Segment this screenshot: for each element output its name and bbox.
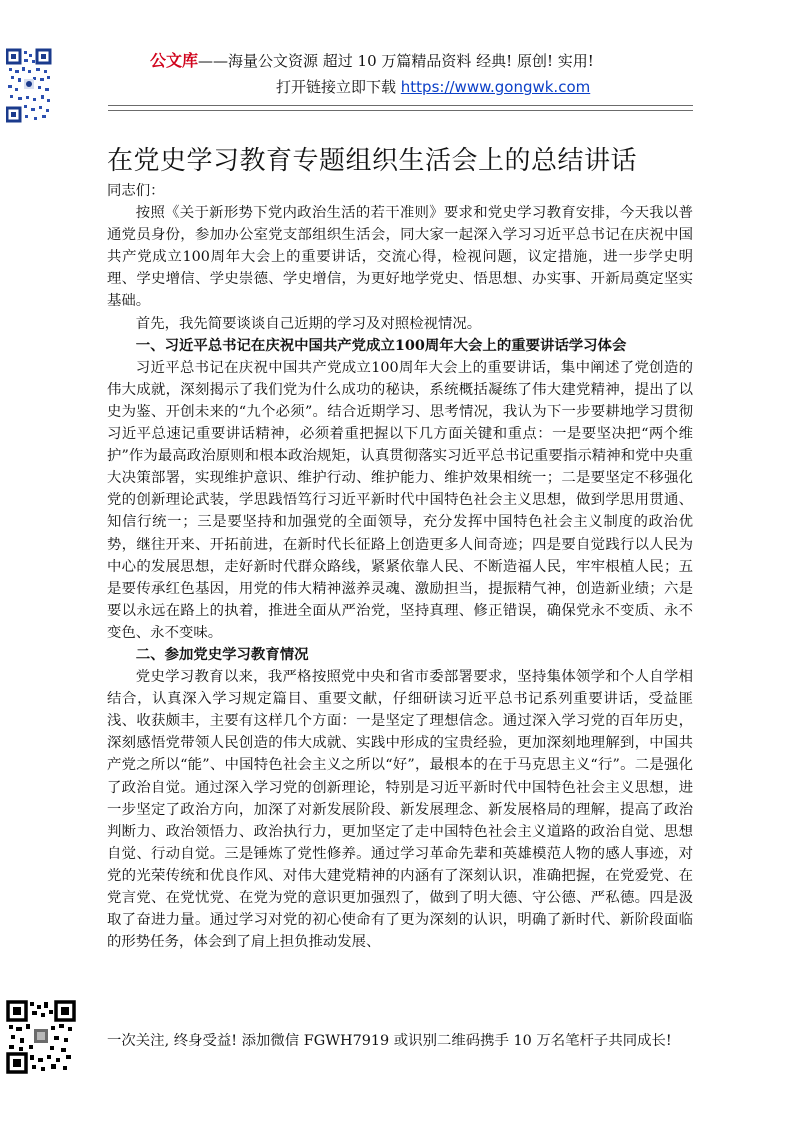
document-title: 在党史学习教育专题组织生活会上的总结讲话 [107, 146, 638, 176]
download-prompt: 打开链接立即下载 [276, 78, 401, 96]
paragraph-intro: 按照《关于新形势下党内政治生活的若干准则》要求和党史学习教育安排，今天我以普通党员身份，参加办公室党支部组织生活会，同大家一起深入学习习近平总书记在庆祝中国共产党成立100周年大会上的重要讲话，交流心得，检视问题，议定措施，进一步学史明理、学史增信、学史崇德、学史增信，为更好地学党史、悟思想、办实事、开新局奠定坚实基础。 [107, 205, 693, 310]
document-body [107, 180, 693, 953]
section-heading-2: 二、参加党史学习教育情况 [135, 645, 309, 663]
section-heading-1: 一、习近平总书记在庆祝中国共产党成立100周年大会上的重要讲话学习体会 [135, 336, 627, 354]
qr-code-bottom [6, 1000, 76, 1074]
brand-name: 公文库 [150, 51, 199, 70]
qr-code-top [6, 48, 52, 124]
paragraph-overview: 首先，我先简要谈谈自己近期的学习及对照检视情况。 [135, 315, 482, 332]
website-link[interactable]: https://www.gongwk.com [400, 78, 591, 96]
header-divider-bottom [108, 110, 693, 111]
header-download-line [150, 74, 670, 100]
header-tagline-line [150, 48, 670, 74]
footer-promo: 一次关注, 终身受益! 添加微信 FGWH7919 或识别二维码携手 10 万名笔杆子共同成长! [107, 1033, 672, 1049]
header-divider-top [108, 105, 693, 106]
site-header [150, 48, 670, 100]
paragraph-speech-study: 习近平总书记在庆祝中国共产党成立100周年大会上的重要讲话，集中阐述了党创造的伟大成就，深刻揭示了我们党为什么成功的秘诀，系统概括凝练了伟大建党精神，提出了以史为鉴、开创未来的“九个必须”。结合近期学习、思考情况，我认为下一步要耕地学习贯彻习近平总速记重要讲话精神，必须着重把握以下几方面关键和重点：一是要坚决把“两个维护”作为最高政治原则和根本政治规矩，认真贯彻落实习近平总书记重要指示精神和党中央重大决策部署，实现维护意识、维护行动、维护能力、维护效果相统一；二是要坚定不移强化党的创新理论武装，学思践悟笃行习近平新时代中国特色社会主义思想，做到学思用贯通、知信行统一；三是要坚持和加强党的全面领导，充分发挥中国特色社会主义制度的政治优势，继往开来、开拓前进，在新时代长征路上创造更多人间奇迹；四是要自觉践行以人民为中心的发展思想，走好新时代群众路线，紧紧依靠人民、不断造福人民，牢牢根植人民；五是要传承红色基因，用党的伟大精神滋养灵魂、激励担当，提振精气神，创造新业绩；六是要以永远在路上的执着，推进全面从严治党，坚持真理、修正错误，确保党永不变质、永不变色、永不变味。 [107, 359, 693, 641]
paragraph-education: 党史学习教育以来，我严格按照党中央和省市委部署要求，坚持集体领学和个人自学相结合，认真深入学习规定篇目、重要文献，仔细研读习近平总书记系列重要讲话，受益匪浅、收获颇丰，主要有这样几个方面：一是坚定了理想信念。通过深入学习党的百年历史，深刻感悟党带领人民创造的伟大成就、实践中形成的宝贵经验，更加深刻地理解到，中国共产党之所以“能”、中国特色社会主义之所以“好”，最根本的在于马克思主义“行”。二是强化了政治自觉。通过深入学习党的创新理论，特别是习近平新时代中国特色社会主义思想，进一步坚定了政治方向，加深了对新发展阶段、新发展理念、新发展格局的理解，提高了政治判断力、政治领悟力、政治执行力，更加坚定了走中国特色社会主义道路的政治自觉、思想自觉、行动自觉。三是锤炼了党性修养。通过学习革命先辈和英雄模范人物的感人事迹，对党的光荣传统和优良作风、对伟大建党精神的内涵有了深刻认识，准确把握，在党爱党、在党言党、在党忧党、在党为党的意识更加强烈了，做到了明大德、守公德、严私德。四是汲取了奋进力量。通过学习对党的初心使命有了更为深刻的认识，明确了新时代、新阶段面临的形势任务，体会到了肩上担负推动发展、 [107, 669, 693, 951]
header-tagline: ——海量公文资源 超过 10 万篇精品资料 经典! 原创! 实用! [198, 52, 594, 70]
salutation: 同志们： [107, 183, 165, 199]
